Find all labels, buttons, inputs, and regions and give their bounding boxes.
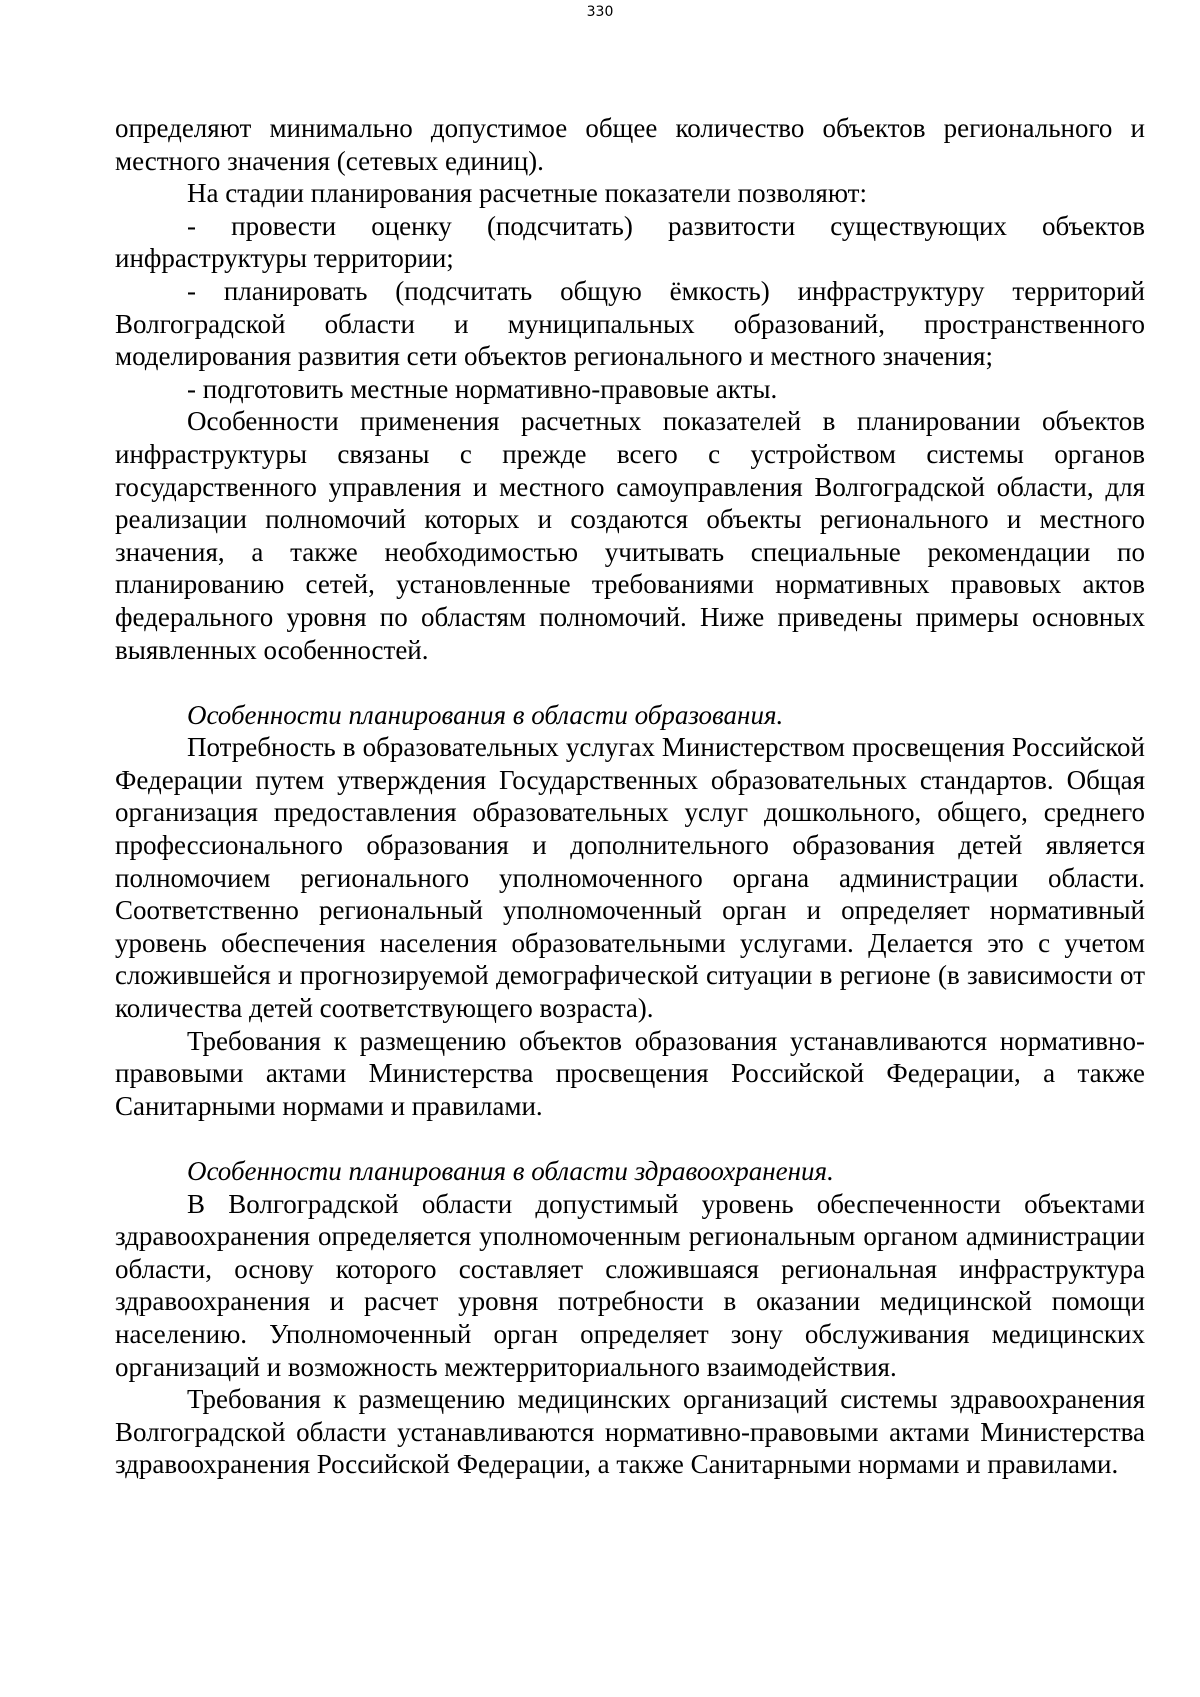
paragraph: Требования к размещению медицинских организаций системы здравоохранения Волгоградской области устанавливаются нормативно-правовыми актами Министерства здравоохранения Российской Федерации, а также Санитарными нормами и правилами. [115,1384,1145,1480]
list-item: - планировать (подсчитать общую ёмкость) инфраструктуру территорий Волгоградской области и муниципальных образований, пространственного моделирования развития сети объектов регионального и местного значения; [115,275,1145,372]
paragraph-continuation: определяют минимально допустимое общее количество объектов регионального и местного значения (сетевых единиц). [115,113,1145,176]
list-item: - подготовить местные нормативно-правовые акты. [187,373,778,404]
paragraph: Требования к размещению объектов образования устанавливаются нормативно-правовыми актами Министерства просвещения Российской Федерации, а также Санитарными нормами и правилами. [115,1025,1145,1121]
document-body [115,112,1145,1481]
page-number: 330 [586,4,614,20]
section-heading-education: Особенности планирования в области образования. [187,699,784,730]
section-heading-healthcare: Особенности планирования в области здравоохранения. [187,1156,834,1186]
paragraph-intro: На стадии планирования расчетные показатели позволяют: [187,178,867,209]
paragraph: В Волгоградской области допустимый уровень обеспеченности объектами здравоохранения определяется уполномоченным региональным органом администрации области, основу которого составляет сложившаяся региональная инфраструктура здравоохранения и расчет уровня потребности в оказании медицинской помощи населению. Уполномоченный орган определяет зону обслуживания медицинских организаций и возможность межтерриториального взаимодействия. [115,1188,1145,1382]
list-item: - провести оценку (подсчитать) развитости существующих объектов инфраструктуры территории; [115,210,1145,274]
paragraph: Особенности применения расчетных показателей в планировании объектов инфраструктуры связаны с прежде всего с устройством системы органов государственного управления и местного самоуправления Волгоградской области, для реализации полномочий которых и создаются объекты регионального и местного значения, а также необходимостью учитывать специальные рекомендации по планированию сетей, установленные требованиями нормативных правовых актов федерального уровня по областям полномочий. Ниже приведены примеры основных выявленных особенностей. [115,406,1145,665]
paragraph: Потребность в образовательных услугах Министерством просвещения Российской Федерации путем утверждения Государственных образовательных стандартов. Общая организация предоставления образовательных услуг дошкольного, общего, среднего профессионального образования и дополнительного образования детей является полномочием регионального уполномоченного органа администрации области. Соответственно региональный уполномоченный орган и определяет нормативный уровень обеспечения населения образовательными услугами. Делается это с учетом сложившейся и прогнозируемой демографической ситуации в регионе (в зависимости от количества детей соответствующего возраста). [115,732,1145,1024]
